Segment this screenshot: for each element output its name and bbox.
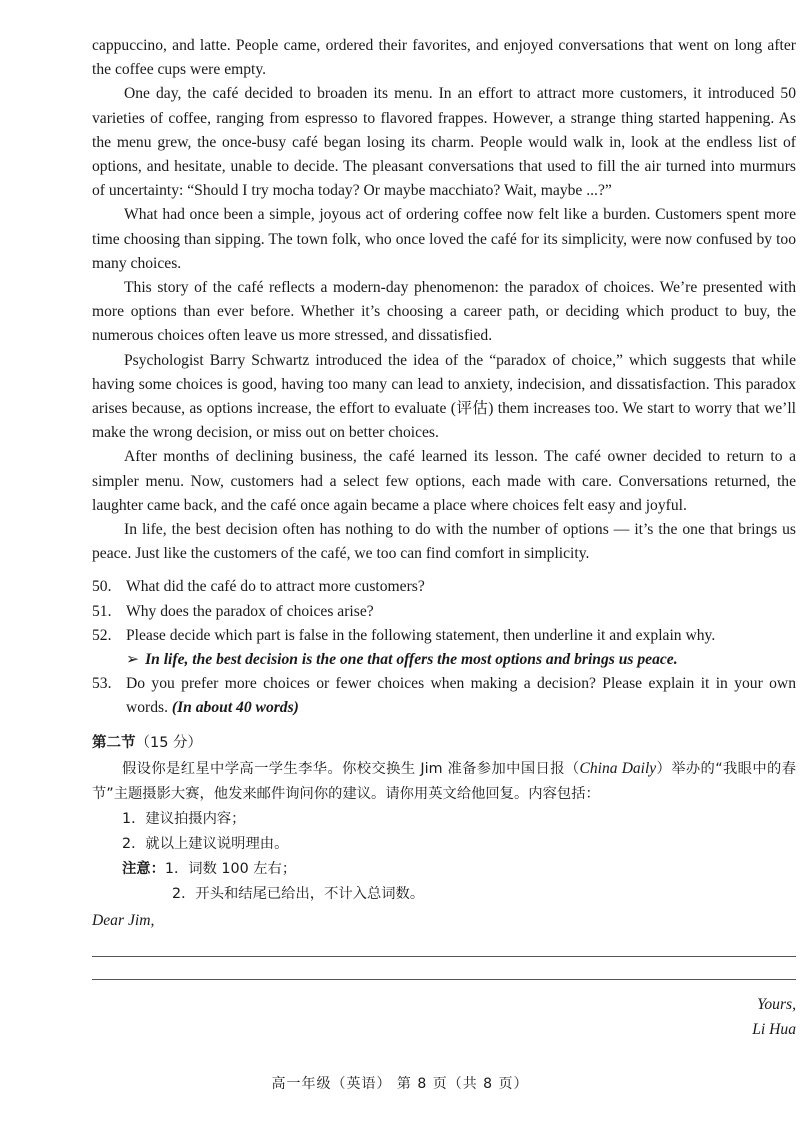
statement-text: In life, the best decision is the one that offers the most options and brings us peace. [145, 651, 678, 669]
answer-line-2[interactable] [92, 979, 796, 980]
intro-text-b: ）举办的“我眼中的春节”主题摄影大赛，他发来邮件询问你的建议。请你用英文给他回复。内容包括： [92, 760, 797, 802]
note-label: 注意： [122, 860, 165, 877]
section-2-heading [92, 731, 796, 756]
question-52-statement [92, 648, 796, 672]
page-footer: 高一年级（英语） 第 8 页（共 8 页） [271, 1076, 529, 1092]
story-paragraph-5: Psychologist Barry Schwartz introduced the idea of the “paradox of choice,” which suggests that while having some choices is good, having too many can lead to anxiety, indecision, and dissatisfaction. This paradox arises because, as options increase, the effort to evaluate (评估) them increases too. We start to worry that we’ll make the wrong decision, or miss out on better choices. [92, 351, 796, 442]
question-number: 52. [92, 626, 112, 644]
question-text [126, 672, 796, 720]
note-line-2: 2．开头和结尾已给出，不计入总词数。 [172, 885, 425, 902]
closing-yours: Yours, [757, 995, 796, 1013]
writing-task-intro [92, 756, 796, 807]
question-number: 53. [92, 675, 112, 693]
story-paragraph-7: In life, the best decision often has nothing to do with the number of options — it’s the one that brings us peace. Just like the customers of the café, we too can find comfort in simplicity. [92, 521, 796, 563]
question-text: What did the café do to attract more customers? [126, 578, 425, 596]
story-paragraph-4: This story of the café reflects a modern-day phenomenon: the paradox of choices. We’re presented with more options than ever before. Whether it’s choosing a career path, or deciding which product to buy, the numerous choices often leave us more stressed, and dissatisfied. [92, 279, 796, 345]
section-points: （15 分） [135, 734, 203, 751]
story-paragraph-1: cappuccino, and latte. People came, ordered their favorites, and enjoyed conversations that went on long after the coffee cups were empty. [92, 37, 796, 79]
question-53 [92, 672, 796, 720]
question-number: 51. [92, 602, 112, 620]
question-text: Why does the paradox of choices arise? [126, 602, 374, 620]
exam-page-content [92, 34, 796, 1042]
closing-signature: Li Hua [752, 1020, 796, 1038]
note-1: 1．词数 100 左右； [164, 860, 297, 877]
question-number: 50. [92, 578, 112, 596]
newspaper-name: China Daily [579, 759, 657, 777]
story-paragraph-2: One day, the café decided to broaden its menu. In an effort to attract more customers, it introduced 50 varieties of coffee, ranging from espresso to flavored frappes. However, a strange thing started happening. As the menu grew, the once-busy café began losing its charm. People would walk in, look at the endless list of options, and hesitate, unable to decide. The pleasant conversations that used to fill the air turned into murmurs of uncertainty: “Should I try mocha today? Or maybe macchiato? Wait, maybe ...?” [92, 85, 796, 200]
question-50 [92, 575, 796, 599]
task-item-1: 1．建议拍摄内容； [122, 810, 246, 827]
letter-closing [92, 992, 796, 1042]
letter-greeting: Dear Jim, [92, 911, 155, 929]
answer-line-1[interactable] [92, 956, 796, 957]
intro-text-a: 假设你是红星中学高一学生李华。你校交换生 Jim 准备参加中国日报（ [122, 760, 580, 777]
story-paragraph-3: What had once been a simple, joyous act of ordering coffee now felt like a burden. Customers spent more time choosing than sipping. The town folk, who once loved the café for its simplicity, were now confused by too many choices. [92, 206, 796, 272]
question-51 [92, 600, 796, 624]
question-text: Please decide which part is false in the following statement, then underline it and explain why. [126, 626, 716, 644]
question-53-text: Do you prefer more choices or fewer choices when making a decision? Please explain it in your own words. [126, 675, 796, 717]
task-item-2: 2．就以上建议说明理由。 [122, 835, 289, 852]
note-line-1 [92, 857, 796, 882]
section-title: 第二节 [92, 734, 136, 751]
arrow-bullet-icon: ➢ [126, 651, 140, 669]
story-paragraph-6: After months of declining business, the café learned its lesson. The café owner decided to return to a simpler menu. Now, customers had a select few options, each made with care. Conversations returned, the laughter came back, and the café once again became a place where choices felt easy and joyful. [92, 448, 796, 514]
word-count-hint: (In about 40 words) [171, 699, 299, 717]
question-list [92, 575, 796, 720]
question-52 [92, 624, 796, 648]
